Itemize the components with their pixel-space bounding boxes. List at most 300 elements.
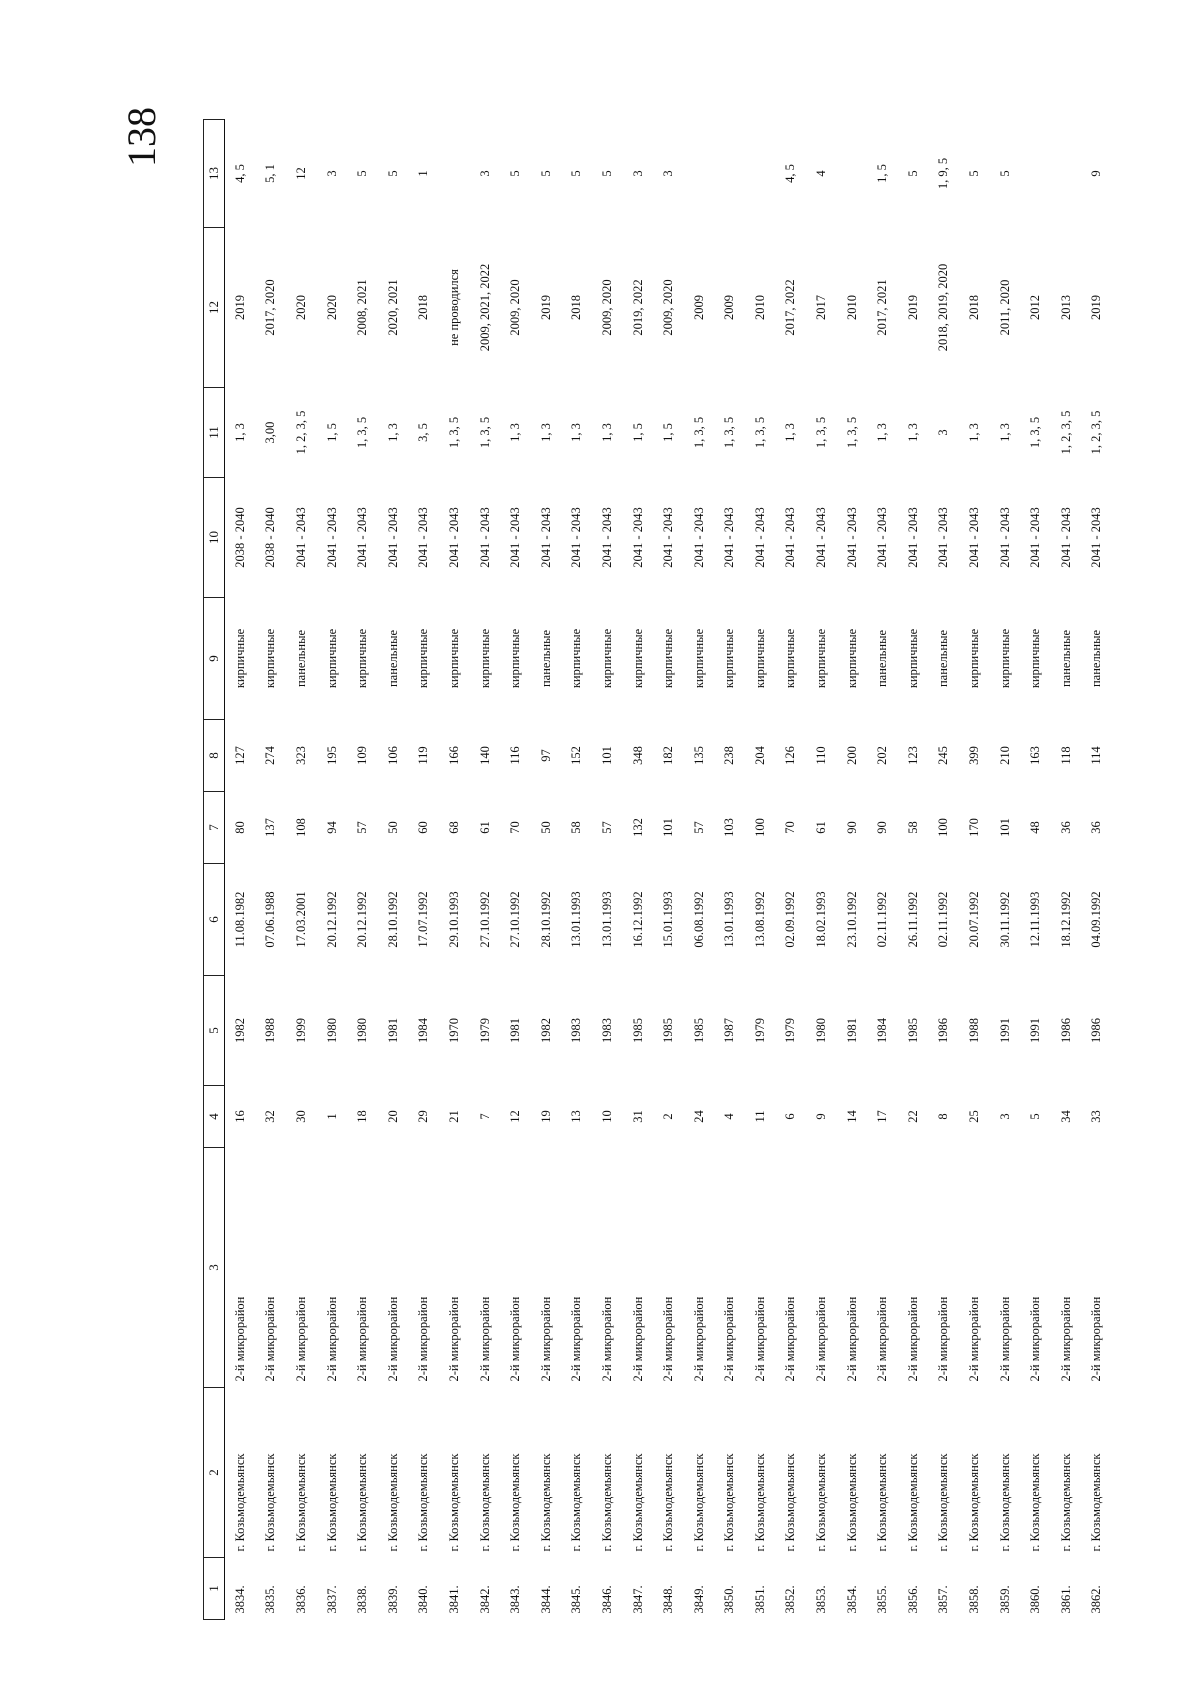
table-cell-col-2: г. Козьмодемьянск [538, 1453, 553, 1552]
table-cell-col-6: 27.10.1992 [477, 891, 492, 948]
table-cell-col-3: 2-й микрорайон [569, 1296, 584, 1382]
table-cell-col-2: г. Козьмодемьянск [905, 1453, 920, 1552]
table-cell-col-8: 163 [1028, 746, 1043, 765]
table-cell-col-7: 108 [293, 818, 308, 837]
column-header-8: 8 [204, 720, 225, 792]
table-cell-col-7: 36 [1089, 821, 1104, 834]
table-cell-col-7: 100 [936, 818, 951, 837]
table-cell-col-2: г. Козьмодемьянск [1089, 1453, 1104, 1552]
table-cell-col-13: 4, 5 [232, 164, 247, 183]
table-cell-col-3: 2-й микрорайон [324, 1296, 339, 1382]
table-cell-col-8: 238 [722, 746, 737, 765]
table-cell-col-7: 60 [416, 821, 431, 834]
table-cell-col-13: 5 [967, 170, 982, 177]
column-header-10: 10 [204, 478, 225, 598]
table-cell-col-9: кирпичные [722, 628, 737, 689]
table-cell-col-7: 70 [508, 821, 523, 834]
table-cell-col-3: 2-й микрорайон [1058, 1296, 1073, 1382]
table-cell-col-3: 2-й микрорайон [1089, 1296, 1104, 1382]
table-cell-col-12: 2010 [752, 295, 767, 320]
table-cell-col-6: 20.12.1992 [355, 891, 370, 948]
table-cell-col-11: 1, 3 [967, 423, 982, 442]
table-cell-col-9: кирпичные [691, 628, 706, 689]
table-row [225, 120, 256, 1620]
table-cell-col-12: 2009, 2020 [508, 279, 523, 336]
table-cell-col-5: 1979 [752, 1018, 767, 1043]
table-cell-col-10: 2041 - 2043 [661, 507, 676, 568]
table-cell-col-11: 3,00 [263, 421, 278, 444]
table-cell-col-1: 3844. [538, 1585, 553, 1614]
table-cell-col-11: 1, 3, 5 [691, 416, 706, 449]
table-cell-col-12: 2019 [232, 295, 247, 320]
column-header-2: 2 [204, 1388, 225, 1558]
table-cell-col-4: 24 [691, 1110, 706, 1123]
table-cell-col-12: 2013 [1058, 295, 1073, 320]
table-cell-col-4: 34 [1058, 1110, 1073, 1123]
table-cell-col-11: 1, 3, 5 [355, 416, 370, 449]
table-cell-col-13: 5 [997, 170, 1012, 177]
table-cell-col-7: 80 [232, 821, 247, 834]
table-cell-col-13 [837, 120, 868, 228]
table-cell-col-8: 106 [385, 746, 400, 765]
table-cell-col-4: 6 [783, 1113, 798, 1120]
table-cell-col-3: 2-й микрорайон [416, 1296, 431, 1382]
table-cell-col-6: 18.02.1993 [814, 891, 829, 948]
table-cell-col-12: 2008, 2021 [355, 279, 370, 336]
table-cell-col-1: 3849. [691, 1585, 706, 1614]
table-cell-col-1: 3857. [936, 1585, 951, 1614]
table-cell-col-13: 5 [538, 170, 553, 177]
table-cell-col-8: 210 [997, 746, 1012, 765]
table-cell-col-6: 13.01.1993 [569, 891, 584, 948]
table-cell-col-10: 2041 - 2043 [508, 507, 523, 568]
table-cell-col-8: 110 [814, 746, 829, 765]
column-header-7: 7 [204, 792, 225, 864]
table-cell-col-2: г. Козьмодемьянск [569, 1453, 584, 1552]
table-cell-col-10: 2041 - 2043 [722, 507, 737, 568]
table-cell-col-1: 3848. [661, 1585, 676, 1614]
table-cell-col-8: 323 [293, 746, 308, 765]
table-cell-col-3: 2-й микрорайон [538, 1296, 553, 1382]
table-cell-col-9: панельные [1089, 629, 1104, 688]
table-cell-col-3: 2-й микрорайон [508, 1296, 523, 1382]
table-row [592, 120, 623, 1620]
table-cell-col-8: 204 [752, 746, 767, 765]
table-row [898, 120, 929, 1620]
table-cell-col-5: 1980 [814, 1018, 829, 1043]
table-cell-col-2: г. Козьмодемьянск [967, 1453, 982, 1552]
table-cell-col-12: 2019 [538, 295, 553, 320]
table-cell-col-7: 61 [814, 821, 829, 834]
table-cell-col-9: панельные [936, 629, 951, 688]
table-cell-col-8: 166 [446, 746, 461, 765]
column-header-5: 5 [204, 976, 225, 1086]
table-cell-col-3: 2-й микрорайон [936, 1296, 951, 1382]
table-cell-col-2: г. Козьмодемьянск [783, 1453, 798, 1552]
table-cell-col-1: 3856. [905, 1585, 920, 1614]
table-cell-col-2: г. Козьмодемьянск [385, 1453, 400, 1552]
table-cell-col-7: 101 [661, 818, 676, 837]
table-cell-col-13: 3 [324, 170, 339, 177]
table-cell-col-6: 27.10.1992 [508, 891, 523, 948]
table-cell-col-9: кирпичные [416, 628, 431, 689]
table-cell-col-12: 2011, 2020 [997, 279, 1012, 336]
table-cell-col-1: 3860. [1028, 1585, 1043, 1614]
table-cell-col-1: 3852. [783, 1585, 798, 1614]
table-cell-col-4: 5 [1028, 1113, 1043, 1120]
table-cell-col-3: 2-й микрорайон [232, 1296, 247, 1382]
table-cell-col-1: 3835. [263, 1585, 278, 1614]
table-cell-col-9: кирпичные [569, 628, 584, 689]
table-cell-col-4: 22 [905, 1110, 920, 1123]
table-cell-col-11: 1, 2, 3, 5 [1089, 410, 1104, 455]
table-cell-col-7: 132 [630, 818, 645, 837]
page-number: 138 [119, 107, 164, 167]
table-cell-col-12: 2017, 2020 [263, 279, 278, 336]
table-row [867, 120, 898, 1620]
table-cell-col-4: 25 [967, 1110, 982, 1123]
table-cell-col-12: 2020 [324, 295, 339, 320]
table-cell-col-1: 3846. [599, 1585, 614, 1614]
table-cell-col-10: 2041 - 2043 [936, 507, 951, 568]
table-cell-col-8: 202 [875, 746, 890, 765]
table-cell-col-5: 1980 [355, 1018, 370, 1043]
table-row [623, 120, 654, 1620]
table-cell-col-1: 3837. [324, 1585, 339, 1614]
table-row [347, 120, 378, 1620]
table-cell-col-1: 3851. [752, 1585, 767, 1614]
table-cell-col-9: панельные [875, 629, 890, 688]
table-cell-col-5: 1985 [905, 1018, 920, 1043]
table-cell-col-8: 399 [967, 746, 982, 765]
table-cell-col-6: 02.09.1992 [783, 891, 798, 948]
table-cell-col-12: 2017, 2022 [783, 279, 798, 336]
table-cell-col-3: 2-й микрорайон [630, 1296, 645, 1382]
table-cell-col-6: 13.01.1993 [599, 891, 614, 948]
table-row [470, 120, 501, 1620]
table-cell-col-2: г. Козьмодемьянск [875, 1453, 890, 1552]
table-cell-col-9: кирпичные [844, 628, 859, 689]
table-cell-col-4: 8 [936, 1113, 951, 1120]
table-cell-col-5: 1983 [599, 1018, 614, 1043]
table-cell-col-7: 36 [1058, 821, 1073, 834]
table-cell-col-9: кирпичные [630, 628, 645, 689]
table-cell-col-11: 1, 5 [661, 423, 676, 442]
table-cell-col-8: 245 [936, 746, 951, 765]
table-cell-col-3: 2-й микрорайон [783, 1296, 798, 1382]
table-cell-col-10: 2041 - 2043 [752, 507, 767, 568]
table-cell-col-4: 33 [1089, 1110, 1104, 1123]
table-cell-col-6: 11.08.1982 [232, 891, 247, 948]
table-cell-col-3: 2-й микрорайон [293, 1296, 308, 1382]
column-header-13: 13 [204, 120, 225, 228]
table-cell-col-5: 1986 [1058, 1018, 1073, 1043]
table-cell-col-9: кирпичные [324, 628, 339, 689]
table-cell-col-10: 2041 - 2043 [324, 507, 339, 568]
table-cell-col-7: 57 [355, 821, 370, 834]
table-cell-col-8: 200 [844, 746, 859, 765]
table-cell-col-10: 2041 - 2043 [1058, 507, 1073, 568]
table-row [1051, 120, 1082, 1620]
table-cell-col-12: 2017, 2021 [875, 279, 890, 336]
table-cell-col-5: 1983 [569, 1018, 584, 1043]
table-cell-col-1: 3840. [416, 1585, 431, 1614]
table-cell-col-2: г. Козьмодемьянск [936, 1453, 951, 1552]
table-cell-col-6: 12.11.1993 [1028, 891, 1043, 948]
table-cell-col-12: не проводился [446, 269, 461, 346]
table-cell-col-12: 2019, 2022 [630, 279, 645, 336]
table-row [715, 120, 746, 1620]
table-cell-col-5: 1979 [477, 1018, 492, 1043]
table-cell-col-13: 12 [293, 167, 308, 180]
table-cell-col-12: 2009, 2020 [661, 279, 676, 336]
table-cell-col-13: 1, 9, 5 [936, 157, 951, 190]
table-cell-col-2: г. Козьмодемьянск [752, 1453, 767, 1552]
housing-table [203, 119, 1112, 1620]
table-cell-col-2: г. Козьмодемьянск [844, 1453, 859, 1552]
rotated-table-container [203, 120, 1200, 1620]
table-row [409, 120, 440, 1620]
table-cell-col-6: 20.12.1992 [324, 891, 339, 948]
table-cell-col-8: 116 [508, 746, 523, 765]
table-cell-col-10: 2041 - 2043 [599, 507, 614, 568]
table-cell-col-12: 2009, 2021, 2022 [477, 263, 492, 352]
table-cell-col-13 [439, 120, 470, 228]
table-cell-col-1: 3859. [997, 1585, 1012, 1614]
table-cell-col-9: кирпичные [446, 628, 461, 689]
table-cell-col-6: 26.11.1992 [905, 891, 920, 948]
table-row [806, 120, 837, 1620]
table-cell-col-11: 1, 3, 5 [814, 416, 829, 449]
table-cell-col-5: 1988 [967, 1018, 982, 1043]
table-cell-col-4: 3 [997, 1113, 1012, 1120]
table-cell-col-13 [1020, 120, 1051, 228]
table-row [929, 120, 960, 1620]
table-cell-col-5: 1984 [875, 1018, 890, 1043]
table-cell-col-7: 57 [691, 821, 706, 834]
table-cell-col-11: 1, 3 [385, 423, 400, 442]
table-cell-col-1: 3855. [875, 1585, 890, 1614]
table-cell-col-5: 1985 [691, 1018, 706, 1043]
table-cell-col-7: 101 [997, 818, 1012, 837]
table-cell-col-6: 04.09.1992 [1089, 891, 1104, 948]
table-cell-col-13: 5 [355, 170, 370, 177]
table-cell-col-2: г. Козьмодемьянск [508, 1453, 523, 1552]
table-cell-col-13: 4 [814, 170, 829, 177]
column-header-12: 12 [204, 228, 225, 388]
table-cell-col-9: кирпичные [477, 628, 492, 689]
table-cell-col-5: 1981 [385, 1018, 400, 1043]
table-cell-col-3: 2-й микрорайон [752, 1296, 767, 1382]
table-cell-col-7: 137 [263, 818, 278, 837]
table-cell-col-10: 2041 - 2043 [446, 507, 461, 568]
table-cell-col-4: 14 [844, 1110, 859, 1123]
table-cell-col-6: 15.01.1993 [661, 891, 676, 948]
table-cell-col-13: 4, 5 [783, 164, 798, 183]
table-row [562, 120, 593, 1620]
table-cell-col-2: г. Козьмодемьянск [1028, 1453, 1043, 1552]
table-cell-col-13: 5, 1 [263, 164, 278, 183]
table-row [776, 120, 807, 1620]
table-cell-col-3: 2-й микрорайон [599, 1296, 614, 1382]
table-cell-col-6: 28.10.1992 [385, 891, 400, 948]
table-cell-col-10: 2041 - 2043 [293, 507, 308, 568]
table-cell-col-10: 2038 - 2040 [263, 507, 278, 568]
table-cell-col-9: кирпичные [905, 628, 920, 689]
table-cell-col-11: 1, 3, 5 [446, 416, 461, 449]
table-cell-col-13: 9 [1089, 170, 1104, 177]
table-cell-col-5: 1999 [293, 1018, 308, 1043]
table-cell-col-9: панельные [293, 629, 308, 688]
column-header-11: 11 [204, 388, 225, 478]
table-cell-col-9: кирпичные [967, 628, 982, 689]
table-cell-col-8: 119 [416, 746, 431, 765]
table-cell-col-11: 1, 2, 3, 5 [1058, 410, 1073, 455]
table-cell-col-6: 06.08.1992 [691, 891, 706, 948]
table-cell-col-11: 1, 3 [997, 423, 1012, 442]
table-cell-col-3: 2-й микрорайон [661, 1296, 676, 1382]
table-cell-col-12: 2018 [569, 295, 584, 320]
table-cell-col-10: 2041 - 2043 [814, 507, 829, 568]
table-cell-col-2: г. Козьмодемьянск [324, 1453, 339, 1552]
table-cell-col-5: 1981 [844, 1018, 859, 1043]
table-cell-col-7: 50 [385, 821, 400, 834]
table-cell-col-6: 07.06.1988 [263, 891, 278, 948]
table-cell-col-5: 1986 [936, 1018, 951, 1043]
table-cell-col-6: 20.07.1992 [967, 891, 982, 948]
table-cell-col-8: 123 [905, 746, 920, 765]
table-cell-col-9: кирпичные [814, 628, 829, 689]
table-cell-col-11: 1, 3 [508, 423, 523, 442]
table-cell-col-1: 3841. [446, 1585, 461, 1614]
table-cell-col-11: 1, 5 [324, 423, 339, 442]
table-cell-col-3: 2-й микрорайон [446, 1296, 461, 1382]
table-cell-col-3: 2-й микрорайон [967, 1296, 982, 1382]
table-cell-col-3: 2-й микрорайон [385, 1296, 400, 1382]
table-body [225, 120, 1113, 1620]
table-cell-col-8: 140 [477, 746, 492, 765]
table-cell-col-8: 152 [569, 746, 584, 765]
table-cell-col-8: 114 [1089, 746, 1104, 765]
table-cell-col-12: 2012 [1028, 295, 1043, 320]
table-cell-col-10: 2041 - 2043 [783, 507, 798, 568]
table-cell-col-11: 1, 3, 5 [477, 416, 492, 449]
table-cell-col-5: 1981 [508, 1018, 523, 1043]
table-cell-col-11: 1, 3, 5 [1028, 416, 1043, 449]
table-cell-col-11: 3, 5 [416, 423, 431, 442]
table-cell-col-4: 2 [661, 1113, 676, 1120]
table-cell-col-11: 1, 3 [875, 423, 890, 442]
table-cell-col-13 [745, 120, 776, 228]
table-cell-col-2: г. Козьмодемьянск [232, 1453, 247, 1552]
column-header-4: 4 [204, 1086, 225, 1148]
table-row [745, 120, 776, 1620]
table-cell-col-3: 2-й микрорайон [691, 1296, 706, 1382]
table-cell-col-4: 29 [416, 1110, 431, 1123]
table-cell-col-11: 1, 3, 5 [752, 416, 767, 449]
table-cell-col-11: 1, 3, 5 [722, 416, 737, 449]
table-cell-col-12: 2009 [691, 295, 706, 320]
table-cell-col-5: 1991 [997, 1018, 1012, 1043]
table-cell-col-13: 5 [385, 170, 400, 177]
table-cell-col-7: 70 [783, 821, 798, 834]
table-cell-col-11: 1, 3, 5 [844, 416, 859, 449]
table-cell-col-9: панельные [538, 629, 553, 688]
table-row [1082, 120, 1113, 1620]
table-cell-col-9: кирпичные [232, 628, 247, 689]
table-cell-col-4: 19 [538, 1110, 553, 1123]
table-row [286, 120, 317, 1620]
table-cell-col-6: 13.08.1992 [752, 891, 767, 948]
table-row [500, 120, 531, 1620]
table-cell-col-7: 58 [905, 821, 920, 834]
table-cell-col-5: 1982 [538, 1018, 553, 1043]
table-cell-col-1: 3850. [722, 1585, 737, 1614]
table-cell-col-10: 2041 - 2043 [477, 507, 492, 568]
table-cell-col-1: 3861. [1058, 1585, 1073, 1614]
table-cell-col-8: 127 [232, 746, 247, 765]
table-cell-col-12: 2017 [814, 295, 829, 320]
table-cell-col-6: 17.03.2001 [293, 891, 308, 948]
table-cell-col-1: 3858. [967, 1585, 982, 1614]
column-header-1: 1 [204, 1558, 225, 1620]
table-cell-col-3: 2-й микрорайон [844, 1296, 859, 1382]
table-row [653, 120, 684, 1620]
table-cell-col-3: 2-й микрорайон [905, 1296, 920, 1382]
table-cell-col-4: 16 [232, 1110, 247, 1123]
table-cell-col-11: 1, 2, 3, 5 [293, 410, 308, 455]
table-cell-col-2: г. Козьмодемьянск [630, 1453, 645, 1552]
table-cell-col-2: г. Козьмодемьянск [1058, 1453, 1073, 1552]
table-cell-col-9: кирпичные [355, 628, 370, 689]
table-cell-col-1: 3836. [293, 1585, 308, 1614]
table-cell-col-6: 18.12.1992 [1058, 891, 1073, 948]
table-cell-col-12: 2020 [293, 295, 308, 320]
table-cell-col-1: 3843. [508, 1585, 523, 1614]
table-row [684, 120, 715, 1620]
table-cell-col-6: 02.11.1992 [875, 891, 890, 948]
table-cell-col-5: 1991 [1028, 1018, 1043, 1043]
table-cell-col-2: г. Козьмодемьянск [661, 1453, 676, 1552]
table-cell-col-1: 3838. [355, 1585, 370, 1614]
table-cell-col-10: 2038 - 2040 [232, 507, 247, 568]
table-row [1020, 120, 1051, 1620]
table-cell-col-5: 1979 [783, 1018, 798, 1043]
table-cell-col-12: 2010 [844, 295, 859, 320]
table-cell-col-4: 4 [722, 1113, 737, 1120]
table-cell-col-5: 1985 [630, 1018, 645, 1043]
table-cell-col-12: 2019 [1089, 295, 1104, 320]
table-cell-col-3: 2-й микрорайон [722, 1296, 737, 1382]
table-cell-col-1: 3847. [630, 1585, 645, 1614]
table-cell-col-8: 182 [661, 746, 676, 765]
table-cell-col-7: 57 [599, 821, 614, 834]
table-cell-col-6: 17.07.1992 [416, 891, 431, 948]
column-header-6: 6 [204, 864, 225, 976]
table-cell-col-3: 2-й микрорайон [1028, 1296, 1043, 1382]
table-cell-col-1: 3839. [385, 1585, 400, 1614]
table-cell-col-4: 10 [599, 1110, 614, 1123]
table-cell-col-9: кирпичные [508, 628, 523, 689]
table-cell-col-2: г. Козьмодемьянск [722, 1453, 737, 1552]
table-cell-col-3: 2-й микрорайон [997, 1296, 1012, 1382]
table-cell-col-4: 11 [752, 1110, 767, 1123]
table-cell-col-5: 1987 [722, 1018, 737, 1043]
table-cell-col-13 [684, 120, 715, 228]
table-cell-col-7: 170 [967, 818, 982, 837]
table-cell-col-4: 9 [814, 1113, 829, 1120]
table-cell-col-8: 126 [783, 746, 798, 765]
